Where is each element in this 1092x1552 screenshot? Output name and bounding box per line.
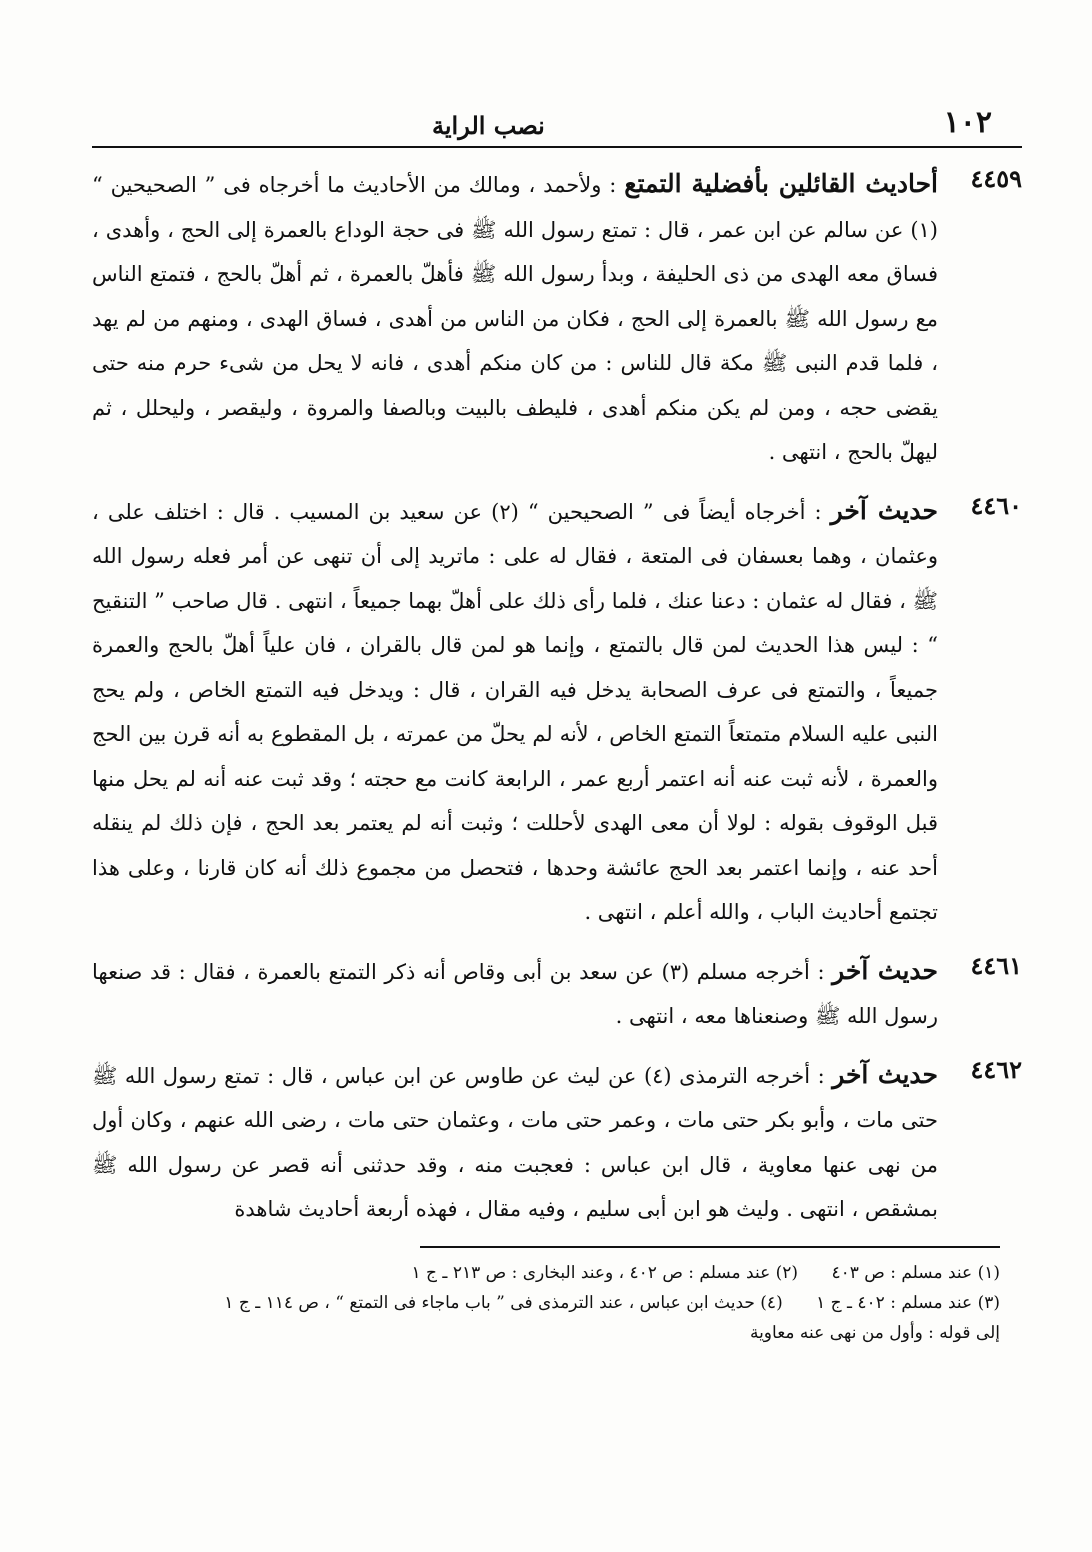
- entry-text: : ولأحمد ، ومالك من الأحاديث ما أخرجاه فى ” الصحيحين “ (١) عن سالم عن ابن عمر ، قال : تمتع رسول الله ﷺ فى حجة الوداع بالعمرة إلى الحج ، وأهدى ، فساق معه الهدى من ذى الحليفة ، وبدأ رسول الله ﷺ فأهلّ بالعمرة ، ثم أهلّ بالحج ، فتمتع الناس مع رسول الله ﷺ بالعمرة إلى الحج ، فكان من الناس من أهدى ، فساق الهدى ، ومنهم من لم يهد ، فلما قدم النبى ﷺ مكة قال للناس : من كان منكم أهدى ، فانه لا يحل من شىء حرم منه حتى يقضى حجه ، ومن لم يكن منكم أهدى ، فليطف بالبيت وبالصفا والمروة ، وليقصر ، وليحلل ، ثم ليهلّ بالحج ، انتهى .: [92, 173, 938, 464]
- entry-body: [92, 162, 938, 475]
- footnote-divider: [420, 1246, 1000, 1248]
- footnote-2: (٢) عند مسلم : ص ٤٠٢ ، وعند البخارى : ص ٢١٣ ـ ج ١: [411, 1262, 799, 1283]
- footnote-line: [92, 1258, 1000, 1288]
- page-number: ١٠٢: [943, 105, 992, 140]
- footnote-continuation: إلى قوله : وأول من نهى عنه معاوية: [749, 1322, 1000, 1343]
- entry-lead: حديث آخر: [830, 495, 938, 525]
- entry-body: [92, 949, 938, 1039]
- entry-text: : أخرجه الترمذى (٤) عن ليث عن طاوس عن ابن عباس ، قال : تمتع رسول الله ﷺ حتى مات ، وأبو بكر حتى مات ، وعمر حتى مات ، وعثمان حتى مات ، رضى الله عنهم ، وكان أول من نهى عنها معاوية ، قال ابن عباس : فعجبت منه ، وقد حدثنى أنه قصر عن رسول الله ﷺ بمشقص ، انتهى . وليث هو ابن أبى سليم ، وفيه مقال ، فهذه أربعة أحاديث شاهدة: [92, 1063, 938, 1221]
- running-title: نصب الراية: [432, 111, 545, 140]
- footnote-1: (١) عند مسلم : ص ٤٠٣: [831, 1262, 1000, 1283]
- page-header: [92, 98, 1022, 148]
- entry-lead: حديث آخر: [832, 955, 938, 985]
- hadith-entry-4460: [92, 489, 1022, 935]
- entry-number: ٤٤٦٠: [970, 490, 1022, 520]
- hadith-entry-4461: [92, 949, 1022, 1039]
- footnote-line: [92, 1288, 1000, 1318]
- entry-number: ٤٤٦١: [970, 950, 1022, 980]
- footnote-3: (٣) عند مسلم : ٤٠٢ ـ ج ١: [816, 1292, 1000, 1313]
- entry-text: : أخرجاه أيضاً فى ” الصحيحين “ (٢) عن سعيد بن المسيب . قال : اختلف على ، وعثمان ، وهما بعسفان فى المتعة ، فقال له على : ماتريد إلى أن تنهى عن أمر فعله رسول الله ﷺ ، فقال له عثمان : دعنا عنك ، فلما رأى ذلك على أهلّ بهما جميعاً ، انتهى . قال صاحب ” التنقيح “ : ليس هذا الحديث لمن قال بالتمتع ، وإنما هو لمن قال بالقران ، فان علياً أهلّ بالحج والعمرة جميعاً ، والتمتع فى عرف الصحابة يدخل فيه القران ، قال : ويدخل فيه التمتع الخاص ، ولم يحج النبى عليه السلام متمتعاً التمتع الخاص ، لأنه لم يحلّ من عمرته ، بل المقطوع به أنه قرن بين الحج والعمرة ، لأنه ثبت عنه أنه اعتمر أربع عمر ، الرابعة كانت مع حجته ؛ وقد ثبت عنه أنه لم يحل منها قبل الوقوف بقوله : لولا أن معى الهدى لأحللت ؛ وثبت أنه لم يعتمر بعد الحج ، فإن ذلك لم ينقله أحد عنه ، وإنما اعتمر بعد الحج عائشة وحدها ، فتحصل من مجموع ذلك أنه كان قارنا ، وعلى هذا تجتمع أحاديث الباب ، والله أعلم ، انتهى .: [92, 499, 938, 924]
- hadith-entry-4459: [92, 162, 1022, 475]
- footnote-4: (٤) حديث ابن عباس ، عند الترمذى فى ” باب ماجاء فى التمتع “ ، ص ١١٤ ـ ج ١: [224, 1292, 783, 1313]
- entry-text: : أخرجه مسلم (٣) عن سعد بن أبى وقاص أنه ذكر التمتع بالعمرة ، فقال : قد صنعها رسول الله ﷺ وصنعناها معه ، انتهى .: [92, 959, 938, 1028]
- entry-lead: أحاديث القائلين بأفضلية التمتع: [624, 169, 938, 198]
- entry-body: [92, 489, 938, 935]
- entry-number: ٤٤٦٢: [970, 1054, 1022, 1084]
- footnotes: [92, 1246, 1022, 1348]
- entry-body: [92, 1053, 938, 1232]
- entry-number: ٤٤٥٩: [970, 164, 1022, 193]
- entry-lead: حديث آخر: [832, 1059, 938, 1089]
- hadith-entry-4462: [92, 1053, 1022, 1232]
